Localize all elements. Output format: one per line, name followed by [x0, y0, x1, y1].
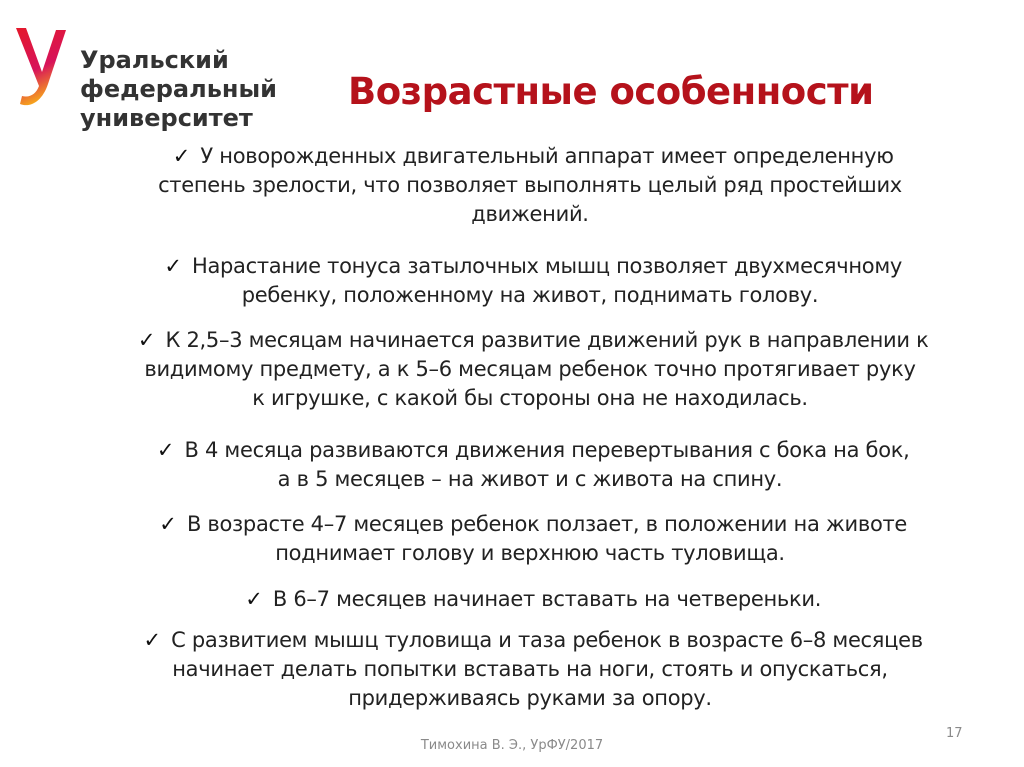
bullet-text: видимому предмету, а к 5–6 месяцам ребенок точно протягивает руку: [144, 357, 916, 381]
logo-line-1: Уральский: [80, 46, 229, 74]
page-number: 17: [946, 726, 963, 741]
bullet-text: В возрасте 4–7 месяцев ребенок ползает, в положении на животе: [186, 512, 908, 536]
checkmark-icon: ✓: [143, 628, 161, 652]
bullet-text: к игрушке, с какой бы стороны она не находилась.: [252, 386, 808, 410]
checkmark-icon: ✓: [164, 254, 182, 278]
bullet-text: В 6–7 месяцев начинает вставать на четвереньки.: [272, 587, 822, 611]
bullet-text: Нарастание тонуса затылочных мышц позволяет двухмесячному: [191, 254, 903, 278]
bullet-item: [60, 252, 1000, 310]
bullet-text: придерживаясь руками за опору.: [348, 686, 712, 710]
checkmark-icon: ✓: [172, 144, 191, 168]
bullet-text: К 2,5–3 месяцам начинается развитие движений рук в направлении к: [165, 328, 929, 352]
bullet-item: [60, 326, 1000, 413]
bullet-item: [60, 626, 1000, 713]
bullet-text: ребенку, положенному на живот, поднимать голову.: [241, 283, 819, 307]
bullet-text: степень зрелости, что позволяет выполнять целый ряд простейших: [158, 173, 902, 197]
bullet-text: В 4 месяца развиваются движения перевертывания с бока на бок,: [184, 438, 910, 462]
checkmark-icon: ✓: [156, 438, 175, 462]
bullet-text: У новорожденных двигательный аппарат имеет определенную: [200, 144, 894, 168]
checkmark-icon: ✓: [137, 328, 156, 352]
bullet-item: [60, 436, 1000, 494]
logo-line-3: университет: [80, 104, 253, 132]
bullet-text: поднимает голову и верхнюю часть туловища.: [275, 541, 785, 565]
bullet-text: движений.: [471, 202, 589, 226]
bullet-text: С развитием мышц туловища и таза ребенок в возрасте 6–8 месяцев: [171, 628, 923, 652]
slide-title: Возрастные особенности: [348, 70, 874, 113]
bullet-item: [60, 585, 1000, 614]
bullet-item: [60, 510, 1000, 568]
bullet-item: [60, 142, 1000, 229]
bullet-text: а в 5 месяцев – на живот и с живота на спину.: [277, 467, 783, 491]
footer-author: Тимохина В. Э., УрФУ/2017: [420, 738, 604, 753]
checkmark-icon: ✓: [245, 587, 263, 611]
logo-line-2: федеральный: [80, 75, 277, 103]
checkmark-icon: ✓: [159, 512, 177, 536]
bullet-text: начинает делать попытки вставать на ноги, стоять и опускаться,: [172, 657, 888, 681]
